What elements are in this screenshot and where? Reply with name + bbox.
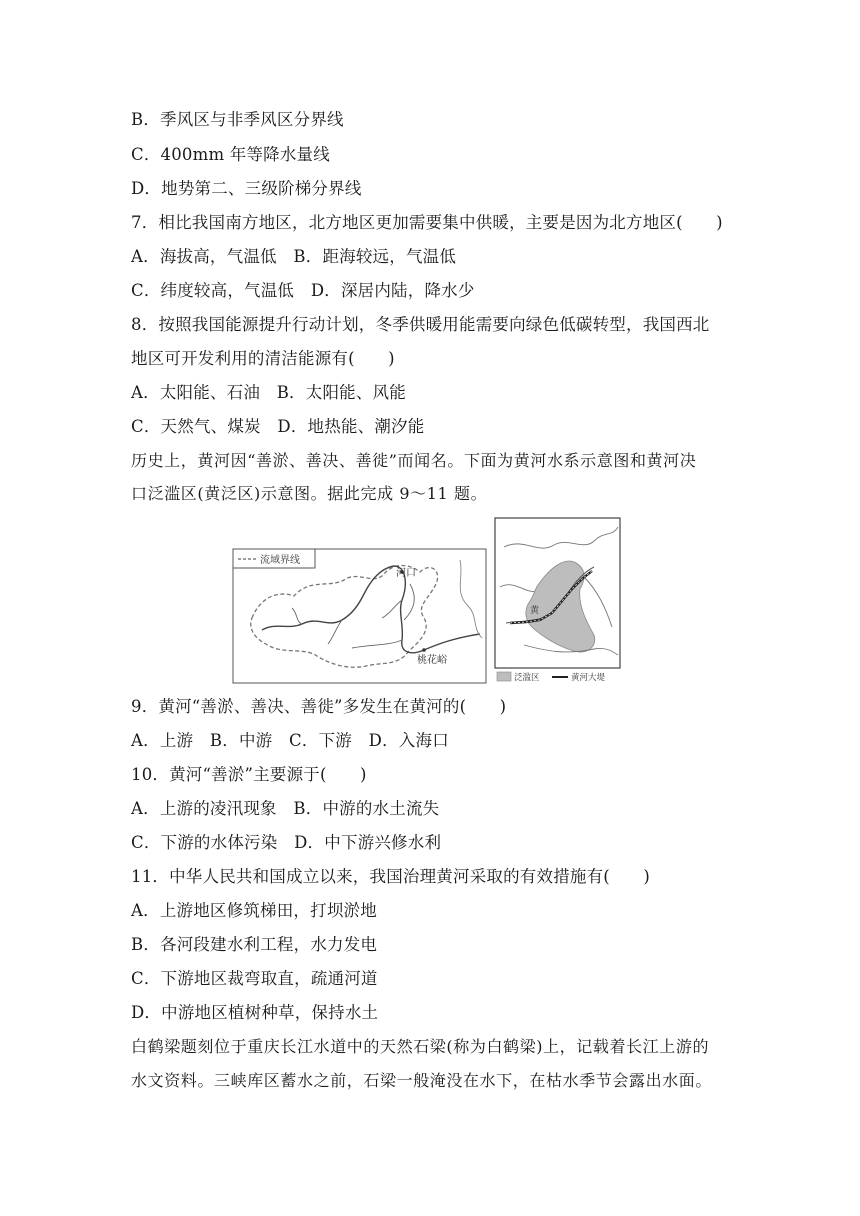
q7-stem: 7．相比我国南方地区，北方地区更加需要集中供暖，主要是因为北方地区( )	[131, 213, 723, 232]
legend-flood-area: 泛滥区	[514, 673, 540, 683]
q10-options-ab: A．上游的凌汛现象 B．中游的水土流失	[131, 799, 440, 818]
q7-options-ab: A．海拔高，气温低 B．距海较远，气温低	[131, 247, 457, 266]
passage-line2: 口泛滥区(黄泛区)示意图。据此完成 9～11 题。	[131, 484, 488, 503]
q11-option-b: B．各河段建水利工程，水力发电	[131, 935, 378, 954]
q8-options-cd: C．天然气、煤炭 D．地热能、潮汐能	[131, 417, 425, 436]
q6-option-c: C．400mm 年等降水量线	[131, 145, 330, 164]
q8-options-ab: A．太阳能、石油 B．太阳能、风能	[131, 383, 406, 402]
q9-stem: 9．黄河“善淤、善决、善徙”多发生在黄河的( )	[131, 697, 507, 716]
map2-legend	[497, 672, 606, 683]
label-taohuayu: 桃花峪	[417, 655, 447, 666]
q6-option-d: D．地势第二、三级阶梯分界线	[131, 179, 362, 198]
yellow-river-flood-area-map	[494, 517, 621, 686]
passage-line1: 历史上，黄河因“善淤、善决、善徙”而闻名。下面为黄河水系示意图和黄河决	[131, 451, 697, 470]
q9-options: A．上游 B．中游 C．下游 D．入海口	[131, 731, 449, 750]
q7-options-cd: C．纬度较高，气温低 D．深居内陆，降水少	[131, 281, 475, 300]
map1-legend	[233, 549, 315, 568]
q11-stem: 11．中华人民共和国成立以来，我国治理黄河采取的有效措施有( )	[131, 867, 650, 886]
q11-option-c: C．下游地区裁弯取直，疏通河道	[131, 969, 378, 988]
passage2-line1: 白鹤梁题刻位于重庆长江水道中的天然石梁(称为白鹤梁)上，记载着长江上游的	[131, 1037, 710, 1056]
q6-option-b: B．季风区与非季风区分界线	[131, 110, 344, 129]
yellow-river-system-map	[232, 548, 487, 684]
q11-option-a: A．上游地区修筑梯田，打坝淤地	[131, 901, 377, 920]
q10-options-cd: C．下游的水体污染 D．中下游兴修水利	[131, 833, 442, 852]
passage2-line2: 水文资料。三峡库区蓄水之前，石梁一般淹没在水下，在枯水季节会露出水面。	[131, 1071, 713, 1090]
q8-stem-line1: 8．按照我国能源提升行动计划，冬季供暖用能需要向绿色低碳转型，我国西北	[131, 315, 710, 334]
label-huang: 黄	[530, 606, 540, 616]
q11-option-d: D．中游地区植树种草，保持水土	[131, 1003, 379, 1022]
q8-stem-line2: 地区可开发利用的清洁能源有( )	[131, 349, 395, 368]
q10-stem: 10．黄河“善淤”主要源于( )	[131, 765, 367, 784]
label-hekou: 河口	[396, 568, 416, 579]
legend-levee: 黄河大堤	[571, 673, 606, 683]
map1-legend-label: 流域界线	[260, 555, 300, 566]
